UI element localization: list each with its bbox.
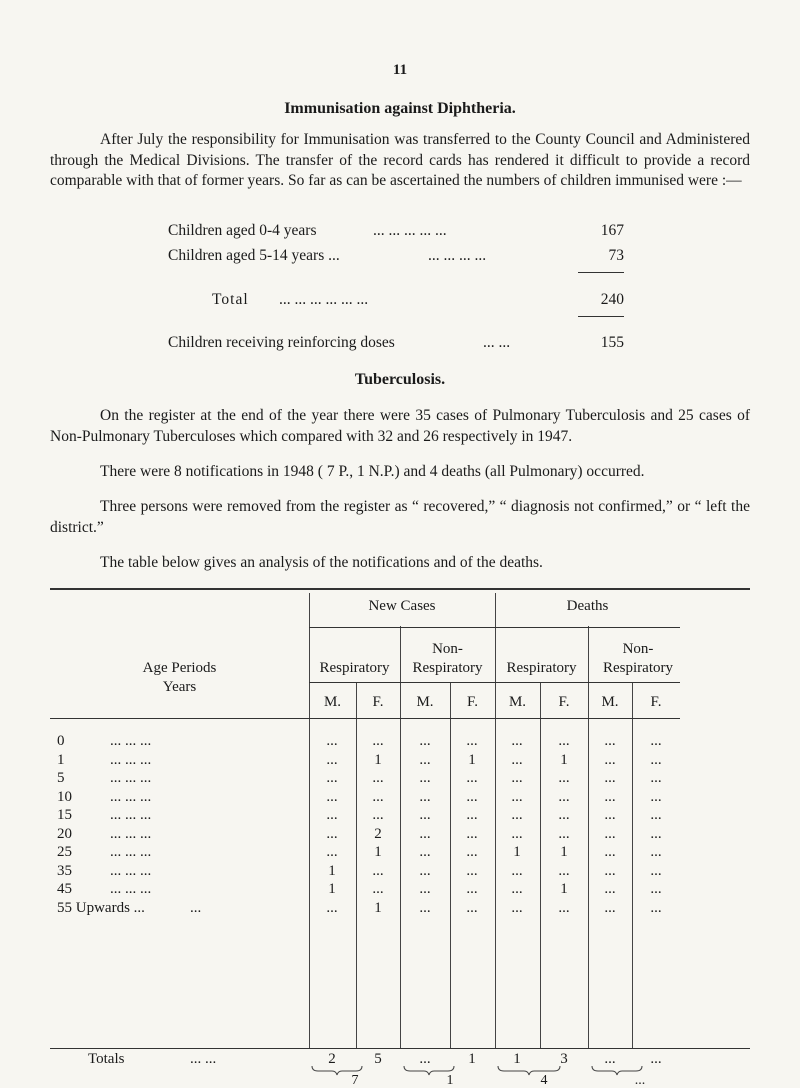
table-cell: ... [650,788,662,805]
stat-dots: ... ... [483,334,511,351]
group-total: ... [634,1073,646,1088]
table-cell: ... [604,881,616,897]
sex-header: F. [372,694,384,710]
stat-dots: ... ... ... ... ... [373,222,447,239]
age-header-years: Years [162,679,197,695]
table-cell: ... [372,881,384,897]
totals-cell: 1 [513,1051,521,1067]
totals-cell: ... [604,1051,616,1067]
tuberculosis-heading: Tuberculosis. [354,371,446,388]
page-number: 11 [392,62,408,78]
sex-header: F. [558,694,570,710]
age-period: 35 [57,862,72,879]
table-cell: ... [419,844,431,860]
table-cell: ... [511,733,523,749]
deaths-header: Deaths [566,598,609,614]
brace-deaths-resp [498,1066,560,1075]
totals-cell: 5 [374,1051,382,1067]
age-dots: ... [190,899,202,916]
table-cell: ... [466,844,478,860]
table-cell: 1 [560,881,568,897]
table-cell: ... [650,881,662,897]
table-cell: ... [604,844,616,860]
table-cell: ... [650,899,662,916]
table-cell: ... [511,881,523,897]
table-cell: ... [419,751,431,768]
table-cell: ... [326,733,338,749]
stat-value: 155 [600,334,624,351]
table-cell: ... [604,807,616,823]
table-cell: ... [604,899,616,916]
respiratory-header: Respiratory [319,660,390,676]
totals-label: Totals [88,1051,125,1067]
table-cell: ... [511,825,523,842]
age-dots: ... ... ... [110,733,152,749]
table-cell: ... [419,899,431,916]
age-period: 25 [57,844,72,860]
table-cell: ... [326,788,338,805]
sex-header: M. [323,694,342,710]
immunisation-heading: Immunisation against Diphtheria. [284,100,516,117]
table-cell: ... [650,807,662,823]
table-cell: ... [558,733,570,749]
totals-cell: ... [650,1051,662,1067]
table-cell: ... [511,788,523,805]
table-cell: ... [466,770,478,786]
table-cell: ... [326,899,338,916]
age-dots: ... ... ... [110,788,152,805]
table-cell: ... [466,881,478,897]
table-cell: 1 [374,899,382,916]
table-cell: ... [466,862,478,879]
age-dots: ... ... ... [110,881,152,897]
age-dots: ... ... ... [110,751,152,768]
table-cell: ... [419,733,431,749]
table-cell: 1 [374,844,382,860]
age-header: Age Periods [142,660,217,676]
group-total: 4 [540,1073,548,1088]
table-cell: ... [604,862,616,879]
age-dots: ... ... ... [110,807,152,823]
table-cell: ... [419,788,431,805]
sex-header: F. [650,694,662,710]
immunisation-paragraph: After July the responsibility for Immunisation was transferred to the County Council and Administered through the Medical Divisions. The transfer of the record cards has rendered it difficult to provide a record comparable with that of former years. So far as can be ascertained the numbers of children immunised were :— [50,131,750,189]
table-cell: ... [372,862,384,879]
table-cell: ... [558,899,570,916]
table-cell: 1 [560,751,568,768]
table-cell: ... [650,825,662,842]
age-period: 55 Upwards ... [57,899,145,916]
non-respiratory-header: Respiratory [412,660,483,676]
sex-header: M. [601,694,619,710]
tb-paragraph-2: There were 8 notifications in 1948 ( 7 P., 1 N.P.) and 4 deaths (all Pulmonary) occurred. [100,463,645,480]
stat-label: Children aged 5-14 years ... [168,247,340,264]
stat-label: Total [212,291,249,308]
totals-cell: 3 [560,1051,568,1067]
table-cell: ... [511,899,523,916]
table-cell: ... [511,751,523,768]
table-cell: ... [511,770,523,786]
table-cell: ... [511,862,523,879]
table-cell: ... [372,733,384,749]
table-cell: ... [419,862,431,879]
table-cell: ... [419,881,431,897]
age-period: 20 [57,825,72,842]
non-respiratory-header: Non- [432,641,463,657]
table-cell: ... [650,862,662,879]
table-cell: ... [650,770,662,786]
table-cell: ... [326,751,338,768]
tb-paragraph-3: Three persons were removed from the register as “ recovered,” “ diagnosis not confirmed,” or “ left the district.” [50,498,750,536]
table-cell: 1 [560,844,568,860]
totals-cell: 1 [468,1051,476,1067]
table-cell: 1 [374,751,382,768]
totals-cell: 2 [328,1051,336,1067]
age-period: 45 [57,881,72,897]
non-respiratory-header: Non- [622,641,654,657]
table-cell: ... [326,844,338,860]
table-cell: ... [511,807,523,823]
table-cell: ... [604,788,616,805]
table-cell: ... [326,825,338,842]
table-cell: ... [604,770,616,786]
table-cell: ... [466,825,478,842]
tb-paragraph-4: The table below gives an analysis of the notifications and of the deaths. [100,554,543,571]
tb-paragraph-1: On the register at the end of the year there were 35 cases of Pulmonary Tuberculosis and 25 cases of Non-Pulmonary Tuberculoses which compared with 32 and 26 respectively in 1947. [50,407,750,445]
table-cell: ... [650,733,662,749]
table-cell: ... [419,770,431,786]
table-cell: ... [604,825,616,842]
age-period: 15 [57,807,72,823]
age-dots: ... ... ... [110,862,152,879]
table-cell: 1 [328,881,336,897]
stat-label: Children aged 0-4 years [168,222,317,239]
table-cell: ... [372,788,384,805]
age-period: 0 [57,733,65,749]
stat-dots: ... ... ... ... ... ... [279,291,369,308]
table-cell: ... [372,770,384,786]
age-dots: ... ... ... [110,770,152,786]
age-period: 5 [57,770,65,786]
table-cell: ... [326,770,338,786]
respiratory-header: Respiratory [506,660,577,676]
table-cell: ... [558,825,570,842]
table-cell: ... [372,807,384,823]
table-cell: ... [604,751,616,768]
non-respiratory-header: Respiratory [603,660,673,676]
stat-value: 167 [600,222,624,239]
sex-header: M. [416,694,434,710]
table-cell: ... [558,807,570,823]
table-cell: ... [419,825,431,842]
table-cell: ... [466,899,478,916]
age-dots: ... ... ... [110,844,152,860]
stat-value: 240 [600,291,624,308]
table-cell: ... [650,751,662,768]
group-total: 7 [351,1073,359,1088]
new-cases-header: New Cases [368,598,436,614]
stat-value: 73 [608,247,624,264]
table-cell: ... [326,807,338,823]
table-cell: ... [558,770,570,786]
table-cell: ... [604,733,616,749]
totals-dots: ... ... [190,1051,217,1067]
sex-header: M. [508,694,527,710]
table-cell: 1 [468,751,476,768]
table-cell: ... [650,844,662,860]
table-cell: ... [466,788,478,805]
age-period: 10 [57,788,72,805]
table-cell: ... [558,788,570,805]
group-total: 1 [446,1073,454,1088]
age-period: 1 [57,751,65,768]
table-cell: 1 [328,862,336,879]
table-cell: 2 [374,825,382,842]
totals-cell: ... [419,1051,431,1067]
table-cell: ... [558,862,570,879]
stat-dots: ... ... ... ... [428,247,487,264]
table-cell: ... [466,733,478,749]
table-cell: ... [466,807,478,823]
sex-header: F. [467,694,478,710]
table-cell: ... [419,807,431,823]
table-cell: 1 [513,844,521,860]
age-dots: ... ... ... [110,825,152,842]
stat-label: Children receiving reinforcing doses [168,334,395,351]
